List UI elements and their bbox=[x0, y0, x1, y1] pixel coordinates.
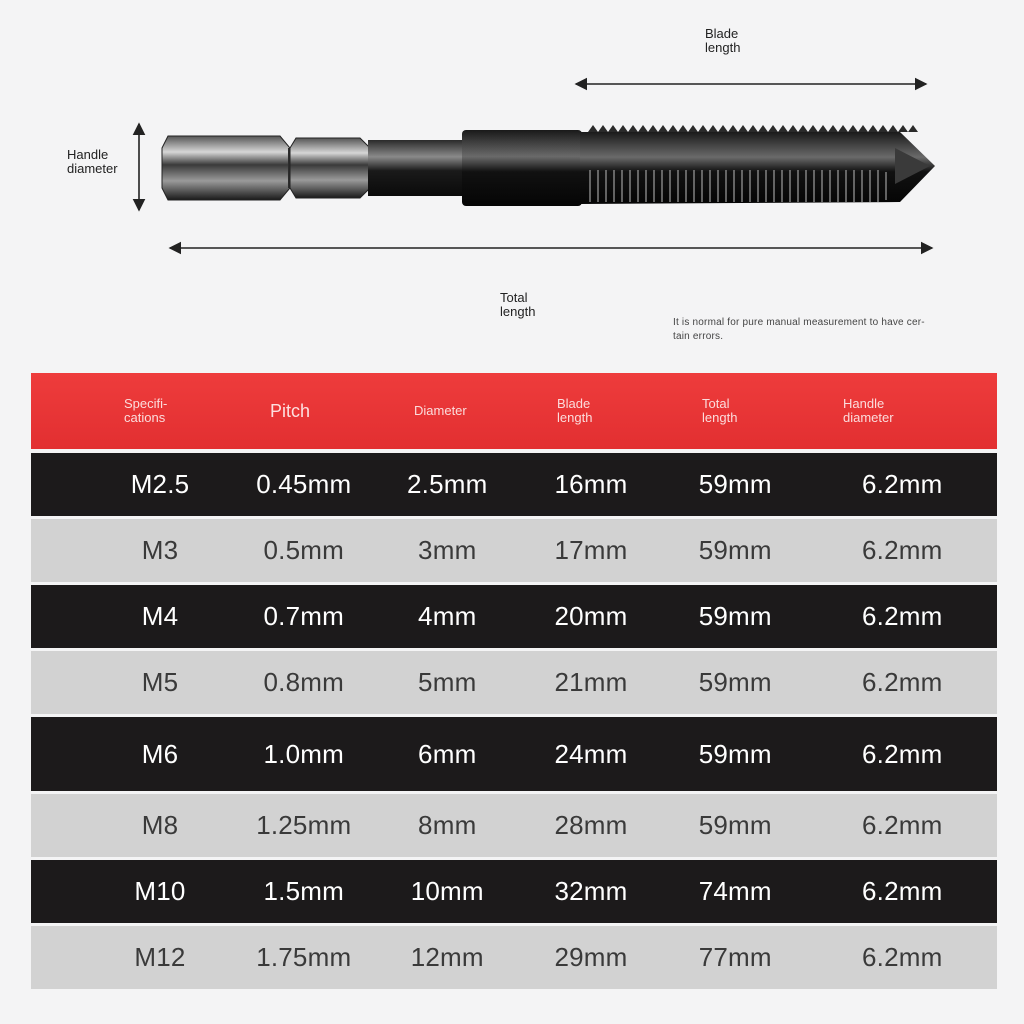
table-body bbox=[31, 453, 997, 989]
cell-pitch: 1.0mm bbox=[263, 738, 344, 769]
table-row bbox=[31, 794, 997, 857]
cell-diameter: 3mm bbox=[418, 535, 477, 565]
table-row bbox=[31, 926, 997, 989]
cell-total-length: 59mm bbox=[698, 738, 772, 769]
cell-spec: M3 bbox=[141, 535, 179, 565]
cell-handle-diameter: 6.2mm bbox=[862, 876, 943, 906]
cell-blade-length: 29mm bbox=[554, 942, 628, 972]
cell-spec: M12 bbox=[134, 942, 186, 972]
cell-blade-length: 24mm bbox=[554, 738, 628, 769]
cell-total-length: 77mm bbox=[698, 942, 772, 972]
table-row bbox=[31, 585, 997, 648]
cell-pitch: 0.7mm bbox=[263, 601, 344, 631]
cell-diameter: 5mm bbox=[418, 667, 477, 697]
measurement-note: It is normal for pure manual measurement to have cer- tain errors. bbox=[673, 317, 925, 342]
spec-table bbox=[31, 373, 997, 989]
cell-diameter: 6mm bbox=[418, 738, 477, 769]
header-specifications: Specifi- cations bbox=[124, 396, 168, 425]
cell-blade-length: 17mm bbox=[554, 535, 628, 565]
table-header bbox=[31, 373, 997, 449]
cell-spec: M10 bbox=[134, 876, 186, 906]
cell-spec: M8 bbox=[141, 810, 179, 840]
header-blade-length: Blade length bbox=[557, 396, 593, 425]
cell-blade-length: 21mm bbox=[554, 667, 628, 697]
cell-diameter: 10mm bbox=[410, 876, 484, 906]
cell-handle-diameter: 6.2mm bbox=[862, 810, 943, 840]
header-handle-diameter: Handle diameter bbox=[843, 396, 894, 425]
total-length-label: Total length bbox=[500, 290, 536, 319]
table-row bbox=[31, 717, 997, 791]
cell-diameter: 8mm bbox=[418, 810, 477, 840]
cell-pitch: 0.8mm bbox=[263, 667, 344, 697]
table-row bbox=[31, 453, 997, 516]
blade-length-label: Blade length bbox=[705, 26, 741, 55]
cell-total-length: 59mm bbox=[698, 810, 772, 840]
cell-total-length: 59mm bbox=[698, 469, 772, 499]
header-pitch: Pitch bbox=[270, 401, 311, 421]
header-total-length: Total length bbox=[702, 396, 738, 425]
table-row bbox=[31, 651, 997, 714]
cell-spec: M6 bbox=[141, 738, 179, 769]
cell-blade-length: 16mm bbox=[554, 469, 628, 499]
cell-pitch: 1.5mm bbox=[263, 876, 344, 906]
cell-blade-length: 28mm bbox=[554, 810, 628, 840]
tap-drill-bit-image bbox=[160, 118, 940, 218]
handle-diameter-label: Handle diameter bbox=[67, 147, 118, 176]
cell-handle-diameter: 6.2mm bbox=[862, 469, 943, 499]
cell-handle-diameter: 6.2mm bbox=[862, 601, 943, 631]
cell-handle-diameter: 6.2mm bbox=[862, 738, 943, 769]
cell-spec: M5 bbox=[141, 667, 179, 697]
cell-handle-diameter: 6.2mm bbox=[862, 667, 943, 697]
cell-handle-diameter: 6.2mm bbox=[862, 535, 943, 565]
cell-total-length: 59mm bbox=[698, 601, 772, 631]
cell-pitch: 1.25mm bbox=[256, 810, 352, 840]
cell-spec: M2.5 bbox=[130, 469, 190, 499]
cell-pitch: 1.75mm bbox=[256, 942, 352, 972]
table-row bbox=[31, 519, 997, 582]
cell-pitch: 0.5mm bbox=[263, 535, 344, 565]
table-row bbox=[31, 860, 997, 923]
cell-total-length: 74mm bbox=[698, 876, 772, 906]
cell-blade-length: 20mm bbox=[554, 601, 628, 631]
cell-spec: M4 bbox=[141, 601, 179, 631]
cell-total-length: 59mm bbox=[698, 535, 772, 565]
header-diameter: Diameter bbox=[414, 403, 467, 418]
cell-handle-diameter: 6.2mm bbox=[862, 942, 943, 972]
cell-diameter: 12mm bbox=[410, 942, 484, 972]
cell-pitch: 0.45mm bbox=[256, 469, 352, 499]
cell-total-length: 59mm bbox=[698, 667, 772, 697]
cell-diameter: 2.5mm bbox=[407, 469, 488, 499]
cell-diameter: 4mm bbox=[418, 601, 477, 631]
cell-blade-length: 32mm bbox=[554, 876, 628, 906]
